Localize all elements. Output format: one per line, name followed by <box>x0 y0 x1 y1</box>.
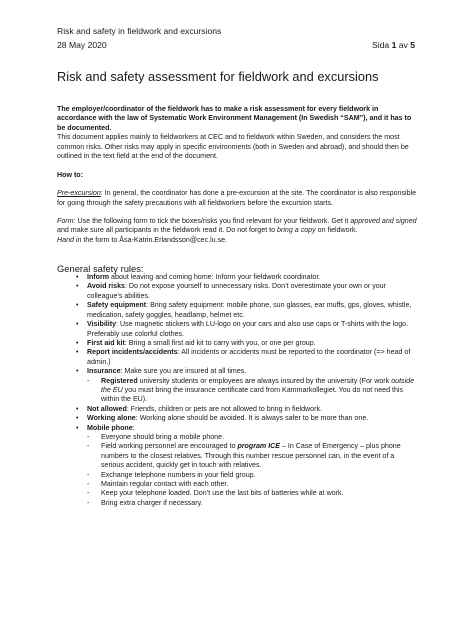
howto-heading: How to: <box>57 171 84 180</box>
rule-text: : Working alone should be avoided. It is always safer to be more than one. <box>135 414 369 423</box>
rule-text: about leaving and coming home: Inform your fieldwork coordinator. <box>109 273 321 282</box>
list-item <box>57 424 417 509</box>
list-item <box>57 405 417 414</box>
list-item <box>57 414 417 423</box>
sub-list-item: - Everyone should bring a mobile phone. <box>87 433 417 442</box>
form-text-1: : Use the following form to tick the boxes/risks you find relevant for your fieldwork. Get it <box>73 216 351 225</box>
sub-list-item <box>87 377 417 405</box>
rule-label: Safety equipment <box>87 301 147 310</box>
sub-list-item: - Exchange telephone numbers in your field group. <box>87 471 417 480</box>
intro-bold-paragraph: The employer/coordinator of the fieldwork has to make a risk assessment for every fieldwork in accordance with the law of Systematic Work Environment Management (In Swedish “SAM”), and it has to be documented. <box>57 105 412 132</box>
sub-text: Field working personnel are encouraged to <box>101 442 238 451</box>
header-document-name: Risk and safety in fieldwork and excursions <box>57 26 222 36</box>
rule-label: Not allowed <box>87 404 127 413</box>
pre-excursion-paragraph <box>57 189 417 208</box>
sub-list-item: - Keep your telephone loaded. Don’t use the last bits of batteries while at work. <box>87 489 417 498</box>
rule-label: First aid kit <box>87 338 125 347</box>
sub-text: you must bring the insurance certificate card from Kammarkollegiet. You do not need this within the EU). <box>101 385 404 404</box>
rule-label: Visibility <box>87 320 117 329</box>
mobile-phone-sublist <box>87 433 417 508</box>
intro-paragraph: This document applies mainly to fieldworkers at CEC and to fieldwork within Sweden, and considers the most common risks. Other risks may apply in specific environments (both in Sweden and abroad), and should then be outlined in the text field at the end of the document. <box>57 133 409 161</box>
handin-text: the form to Åsa-Katrin.Erlandsson@cec.lu.se. <box>81 235 228 244</box>
rule-label: Avoid risks <box>87 282 125 291</box>
rules-list <box>57 273 417 508</box>
rule-label: Working alone <box>87 414 136 423</box>
rule-text: : Make sure you are insured at all times. <box>120 367 247 376</box>
rule-text: : Bring safety equipment: mobile phone, sun glasses, ear muffs, gps, gloves, whistle, medication, safety goggles, headlamp, helmet etc. <box>87 301 412 319</box>
handin-paragraph <box>57 236 417 245</box>
form-emphasis-copy: bring a copy <box>277 226 316 235</box>
page-prefix: Sida <box>371 40 392 50</box>
header-page-number <box>372 40 415 50</box>
sub-list-item: - Bring extra charger if necessary. <box>87 499 417 508</box>
sub-emphasis: program ICE <box>237 442 281 451</box>
sub-list-item <box>87 442 417 470</box>
list-item <box>57 320 417 339</box>
document-body <box>57 105 417 508</box>
rule-text: : <box>132 423 135 432</box>
page-total: 5 <box>410 40 415 50</box>
form-label: Form <box>57 216 74 225</box>
form-emphasis-approved: approved and signed <box>350 216 417 225</box>
sub-emphasis: outside the EU <box>101 376 415 394</box>
header-date: 28 May 2020 <box>57 40 107 50</box>
rule-text: : Do not expose yourself to unnecessary risks. Don’t overestimate your own or your colleague’s abilities. <box>87 282 386 300</box>
rule-text: : Bring a small first aid kit to carry with you, or one per group. <box>124 338 316 347</box>
rule-label: Inform <box>87 273 110 282</box>
page-mid: av <box>396 40 411 50</box>
sub-list-item: - Maintain regular contact with each other. <box>87 480 417 489</box>
rule-text: : Use magnetic stickers with LU-logo on your cars and also use caps or T-shirts with the logo. Preferably use colorful clothes. <box>87 320 409 338</box>
document-title: Risk and safety assessment for fieldwork and excursions <box>57 69 379 84</box>
sub-text: university students or employees are always insured by the university (For work <box>137 376 392 385</box>
handin-label: Hand in <box>57 235 82 244</box>
insurance-sublist <box>87 377 417 405</box>
list-item <box>57 348 417 367</box>
rule-label: Insurance <box>87 367 121 376</box>
sub-label: Registered <box>101 376 138 385</box>
rule-text: : All incidents or accidents must be reported to the coordinator (=> head of admin.) <box>87 348 411 366</box>
form-text-3: on fieldwork. <box>315 226 358 235</box>
rules-heading: General safety rules: <box>57 262 144 274</box>
list-item <box>57 273 417 282</box>
pre-excursion-label: Pre-excursion <box>57 189 101 198</box>
form-text-2: and make sure all participants in the fieldwork read it. Do not forget to <box>57 226 278 235</box>
page-current: 1 <box>391 40 397 50</box>
rule-label: Report incidents/accidents <box>87 348 178 357</box>
rule-text: : Friends, children or pets are not allowed to bring in fieldwork. <box>126 404 322 413</box>
sub-text: – In Case of Emergency – plus phone numbers to the closest relatives. Through this number rescue personnel can, in the event of a serious accident, quickly get in touch with relatives. <box>101 442 401 470</box>
list-item <box>57 301 417 320</box>
pre-excursion-text: : In general, the coordinator has done a pre-excursion at the site. The coordinator is also responsible for going through the safety precautions with all fieldworkers before the excursion starts. <box>57 189 417 207</box>
rule-label: Mobile phone <box>87 423 133 432</box>
list-item <box>57 339 417 348</box>
list-item <box>57 367 417 405</box>
list-item <box>57 282 417 301</box>
form-paragraph <box>57 217 417 236</box>
